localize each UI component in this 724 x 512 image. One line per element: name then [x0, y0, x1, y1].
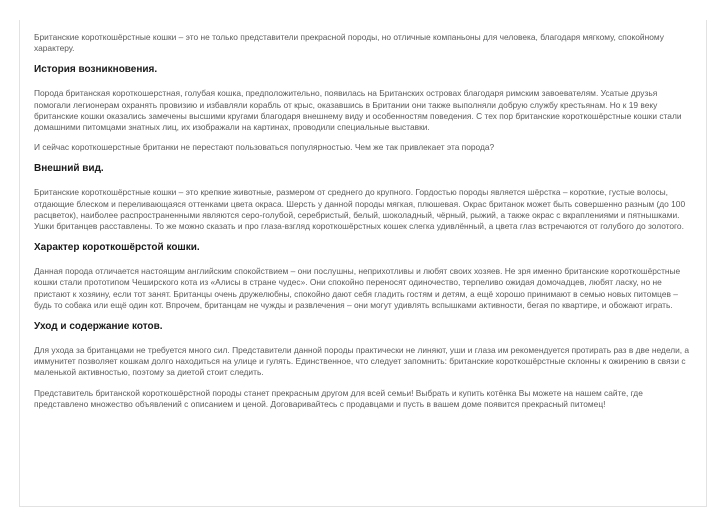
section-heading-care: Уход и содержание котов. — [34, 321, 163, 333]
history-paragraph-1: Порода британская короткошерстная, голубая кошка, предположительно, появилась на Британских островах благодаря римским завоевателям. Усатые друзья помогали легионерам охранять провизию и избавляли корабль от крыс, оказавшись в Британии они также выполняли добрую службу крестьянам. Но к 19 веку британские кошки оказались замечены высшими кругами благодаря внешнему виду и особенностям поведения. С тех пор британские короткошёрстные кошки стали домашними питомцами знатных лиц, их изображали на картинах, проводили специальные выставки. — [34, 88, 682, 133]
section-heading-character: Характер короткошёрстой кошки. — [34, 242, 200, 254]
care-paragraph-1: Для ухода за британцами не требуется много сил. Представители данной породы практически не линяют, уши и глаза им рекомендуется протирать раз в две недели, а иммунитет позволяет кошкам долго находиться на улице и гулять. Единственное, что следует запомнить: британские короткошёрстные склонны к ожирению в связи с маленькой активностью, поэтому за диетой стоит следить. — [34, 345, 690, 378]
character-paragraph: Данная порода отличается настоящим английским спокойствием – они послушны, неприхотливы и любят своих хозяев. Не зря именно британские короткошёрстные кошки стали прототипом Чеширского кота из «Алисы в стране чудес». Они спокойно переносят одиночество, терпеливо ожидая домочадцев, любят ласку, но не пристают к хозяину, если тот занят. Британцы очень дружелюбны, спокойно дают себя гладить гостям и детям, а ещё хорошо принимают в семью новых питомцев – будь то собака или ещё один кот. Впрочем, британцам не чужды и развлечения – они могут удивлять вспышками активности, бегая по квартире, и обожают играть. — [34, 266, 681, 310]
appearance-paragraph: Британские короткошёрстные кошки – это крепкие животные, размером от среднего до крупного. Гордостью породы является шёрстка – короткие, густые волосы, отдающие блеском и переливающаяся оттенками цвета окраса. Шерсть у данной породы мягкая, плюшевая. Окрас британок может быть совершенно разным (до 100 расцветок), наиболее распространенными являются серо-голубой, серебристый, белый, шоколадный, чёрный, рыжий, а также окрас с вкраплениями и пятнышками. Ушки британцев расставлены. То же можно сказать и про глаза-взгляд короткошёрстных кошек слегка удивлённый, а цвета глаз встречаются от голубого до золотого. — [34, 187, 686, 232]
care-paragraph-2: Представитель британской короткошёрстной породы станет прекрасным другом для всей семьи! Выбрать и купить котёнка Вы можете на нашем сайте, где представлено множество объявлений с описанием и ценой. Договаривайтесь с продавцами и пусть в вашем доме появится прекрасный питомец! — [34, 387, 643, 409]
section-heading-appearance: Внешний вид. — [34, 163, 104, 175]
history-paragraph-2: И сейчас короткошерстные британки не перестают пользоваться популярностью. Чем же так привлекает эта порода? — [34, 142, 495, 153]
section-heading-history: История возникновения. — [34, 64, 158, 76]
intro-paragraph: Британские короткошёрстные кошки – это не только представители прекрасной породы, но отличные компаньоны для человека, благодаря мягкому, спокойному характеру. — [34, 32, 664, 54]
article-container — [19, 20, 707, 507]
article-content — [34, 32, 694, 410]
